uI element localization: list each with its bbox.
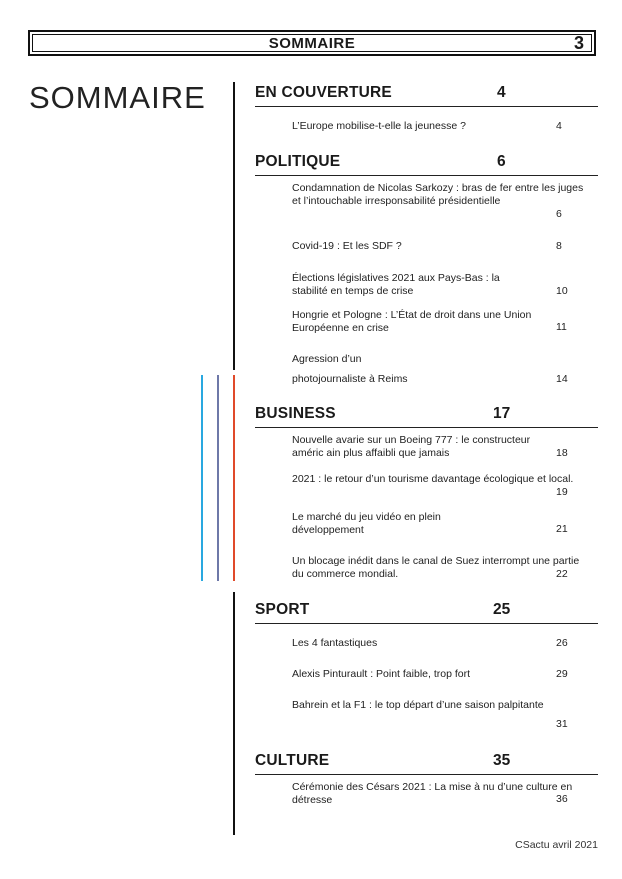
accent-line-red [233,375,235,581]
accent-line-slate [217,375,219,581]
section-name: EN COUVERTURE [255,84,392,101]
section-page: 25 [493,601,511,618]
section-name: POLITIQUE [255,153,341,170]
section-name: SPORT [255,601,310,618]
article-title: Condamnation de Nicolas Sarkozy : bras de fer entre les juges et l’intouchable irresponsabilité présidentielle [292,182,584,207]
article-title: L’Europe mobilise-t-elle la jeunesse ? [292,120,466,132]
section-culture [255,752,598,775]
article-page: 14 [556,373,568,385]
header-title: SOMMAIRE [268,35,356,52]
section-name: BUSINESS [255,405,336,422]
section-page: 4 [497,84,506,101]
divider-bottom [233,592,235,835]
article-page: 21 [556,523,568,535]
section-page: 35 [493,752,511,769]
article-title: Cérémonie des Césars 2021 : La mise à nu d’une culture en détresse [292,781,573,806]
article-title: Bahrein et la F1 : le top départ d’une saison palpitante [292,699,544,711]
article-page: 19 [556,486,568,498]
article-page: 31 [556,718,568,730]
header-page-number: 3 [573,33,584,53]
article-title: 2021 : le retour d’un tourisme davantage écologique et local. [292,473,574,485]
article-page: 18 [556,447,568,459]
section-name: CULTURE [255,752,330,769]
article-page: 36 [556,793,568,805]
article-title: Covid-19 : Et les SDF ? [292,240,402,252]
footer-credit: CSactu avril 2021 [515,839,598,851]
section-en-couverture [255,84,598,107]
article-page: 4 [556,120,562,132]
article-title: Hongrie et Pologne : L’État de droit dans une Union Européenne en crise [292,309,532,334]
section-page: 6 [497,153,506,170]
article-title-line2: photojournaliste à Reims [292,373,408,385]
page-header [28,30,596,56]
article-title: Le marché du jeu vidéo en plein développement [292,511,441,536]
accent-line-blue [201,375,203,581]
article-page: 26 [556,637,568,649]
section-page: 17 [493,405,511,422]
article-title: Les 4 fantastiques [292,637,378,649]
article-title: Agression d’un [292,353,362,365]
divider-top [233,82,235,370]
article-page: 29 [556,668,568,680]
article-page: 10 [556,285,568,297]
article-title: Un blocage inédit dans le canal de Suez interrompt une partie du commerce mondial. [292,555,580,580]
article-page: 6 [556,208,562,220]
section-business [255,405,598,428]
page-title: SOMMAIRE [29,80,206,115]
article-title: Alexis Pinturault : Point faible, trop fort [292,668,471,680]
article-page: 11 [556,321,567,333]
article-page: 8 [556,240,562,252]
article-title: Élections législatives 2021 aux Pays-Bas : la stabilité en temps de crise [292,272,500,297]
section-sport [255,601,598,624]
section-politique [255,153,598,176]
article-page: 22 [556,568,568,580]
article-title: Nouvelle avarie sur un Boeing 777 : le constructeur améric ain plus affaibli que jamais [292,434,531,459]
